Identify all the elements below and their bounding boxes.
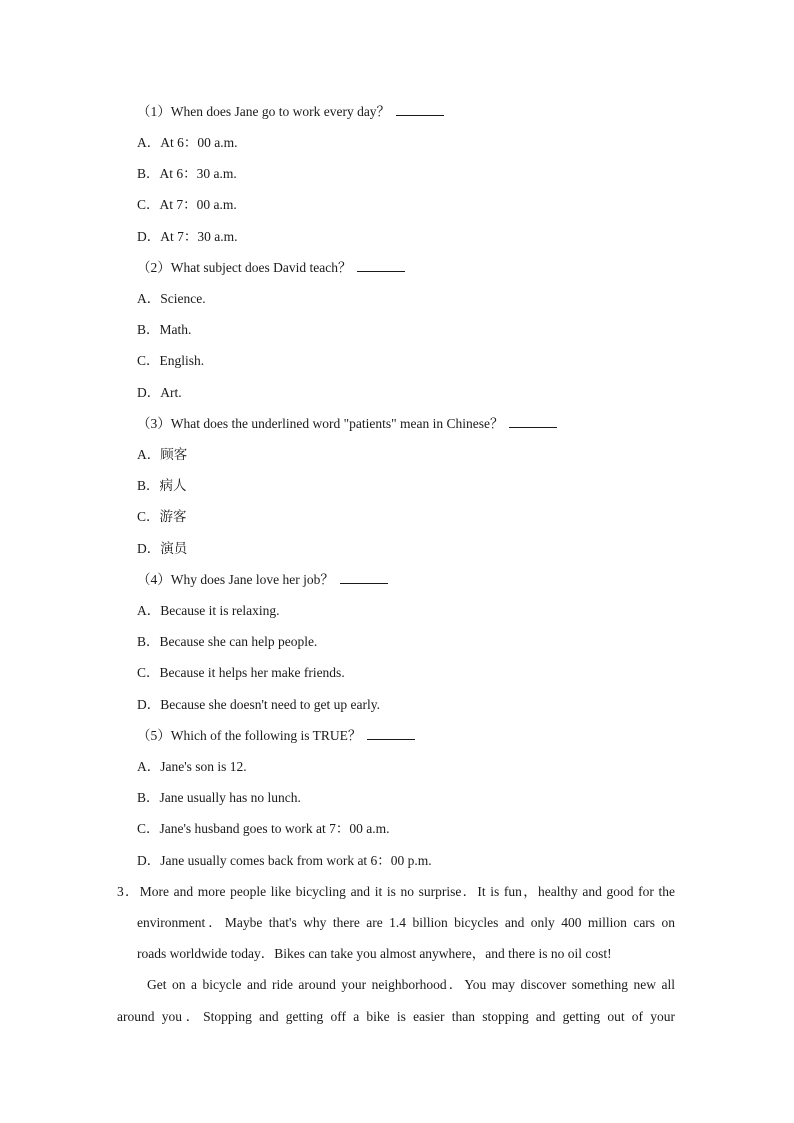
- passage-3-line-1: 3．More and more people like bicycling and it is no surprise．It is fun，healthy and good for the: [117, 884, 675, 899]
- question-4-option-d: D．Because she doesn't need to get up early.: [137, 697, 380, 712]
- question-2-stem: [137, 259, 405, 277]
- passage-3-line-5: around you．Stopping and getting off a bike is easier than stopping and getting out of your: [117, 1009, 675, 1024]
- question-5-text: （5）Which of the following is TRUE？: [137, 728, 362, 743]
- question-1-text: （1）When does Jane go to work every day？: [137, 104, 391, 119]
- question-1-stem: [137, 103, 444, 121]
- question-3-option-d: D．演员: [137, 541, 188, 556]
- question-2-option-a: A．Science.: [137, 291, 206, 306]
- question-4-stem: [137, 571, 388, 589]
- passage-3-line-3: roads worldwide today．Bikes can take you almost anywhere，and there is no oil cost!: [137, 946, 612, 961]
- passage-3-line-2: environment．Maybe that's why there are 1.4 billion bicycles and only 400 million cars on: [137, 915, 675, 930]
- question-3-option-a: A．顾客: [137, 447, 188, 462]
- answer-blank-4[interactable]: [340, 571, 388, 584]
- question-1-option-d: D．At 7：30 a.m.: [137, 229, 238, 244]
- question-5-option-c: C．Jane's husband goes to work at 7：00 a.m.: [137, 821, 390, 836]
- question-1-option-b: B．At 6：30 a.m.: [137, 166, 237, 181]
- question-2-text: （2）What subject does David teach？: [137, 260, 352, 275]
- question-2-option-d: D．Art.: [137, 385, 182, 400]
- passage-3-line-4: Get on a bicycle and ride around your neighborhood．You may discover something new all: [147, 977, 675, 992]
- question-4-option-c: C．Because it helps her make friends.: [137, 665, 345, 680]
- answer-blank-1[interactable]: [396, 103, 444, 116]
- question-5-option-d: D．Jane usually comes back from work at 6：00 p.m.: [137, 853, 432, 868]
- answer-blank-5[interactable]: [367, 727, 415, 740]
- question-5-option-a: A．Jane's son is 12.: [137, 759, 247, 774]
- question-3-option-b: B．病人: [137, 478, 187, 493]
- question-1-option-a: A．At 6：00 a.m.: [137, 135, 238, 150]
- question-5-stem: [137, 727, 415, 745]
- answer-blank-2[interactable]: [357, 259, 405, 272]
- question-5-option-b: B．Jane usually has no lunch.: [137, 790, 301, 805]
- question-2-option-c: C．English.: [137, 353, 205, 368]
- question-3-stem: [137, 415, 557, 433]
- question-3-option-c: C．游客: [137, 509, 187, 524]
- question-2-option-b: B．Math.: [137, 322, 192, 337]
- question-4-option-a: A．Because it is relaxing.: [137, 603, 280, 618]
- question-1-option-c: C．At 7：00 a.m.: [137, 197, 237, 212]
- answer-blank-3[interactable]: [509, 415, 557, 428]
- question-4-option-b: B．Because she can help people.: [137, 634, 318, 649]
- question-3-text: （3）What does the underlined word "patients" mean in Chinese？: [137, 416, 504, 431]
- question-4-text: （4）Why does Jane love her job？: [137, 572, 334, 587]
